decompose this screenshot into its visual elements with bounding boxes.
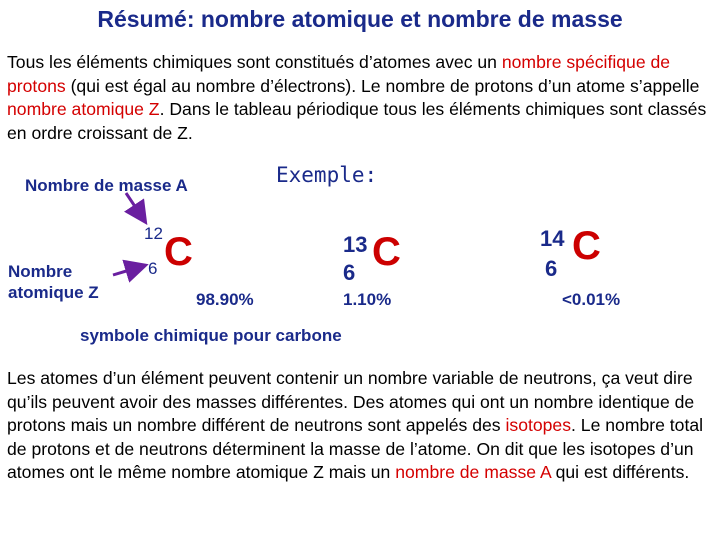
atomic-number-label <box>8 261 99 303</box>
intro-highlight-protons: nombre spécifique de protons <box>7 52 671 96</box>
mass-number-label: Nombre de masse A <box>25 176 188 195</box>
outro-highlight-isotopes: isotopes <box>505 415 572 435</box>
outro-highlight-mass-number: nombre de masse A <box>395 462 551 482</box>
isotope-2-symbol: C <box>372 230 401 274</box>
atomic-number-arrow <box>113 266 143 275</box>
isotope-1-symbol: C <box>164 230 193 274</box>
title-rest: nombre atomique et nombre de masse <box>194 6 623 32</box>
outro-text-2: . Le nombre total de protons et de neutrons déterminent la masse de l’atome. On dit que les isotopes d’un atomes ont le même nombre atomique Z mais un <box>7 415 704 482</box>
example-label: Exemple: <box>276 163 378 187</box>
symbol-caption: symbole chimique pour carbone <box>80 326 342 345</box>
isotope-3-abundance: <0.01% <box>562 290 621 309</box>
isotope-3-z: 6 <box>545 256 558 281</box>
intro-text-1: Tous les éléments chimiques sont constitués d’atomes avec un <box>7 52 502 72</box>
intro-highlight-atomic-number: nombre atomique Z <box>7 99 160 119</box>
intro-text-2: (qui est égal au nombre d’électrons). Le nombre de protons d’un atome s’appelle <box>65 75 700 96</box>
title-prefix: Résumé: <box>97 6 195 32</box>
isotope-2-mass: 13 <box>343 232 368 257</box>
outro-text-3: qui est différents. <box>550 462 690 482</box>
atomic-label-line2: atomique Z <box>8 283 99 302</box>
isotope-3-symbol: C <box>572 224 601 268</box>
atomic-label-line1: Nombre <box>8 262 73 281</box>
isotope-2-abundance: 1.10% <box>343 290 392 309</box>
isotope-1-z: 6 <box>148 259 158 278</box>
isotope-1-mass: 12 <box>144 224 163 243</box>
outro-paragraph <box>7 367 713 485</box>
outro-text-1: Les atomes d’un élément peuvent contenir un nombre variable de neutrons, ça veut dire qu’ils peuvent avoir des masses différentes. Des atomes qui ont un nombre identique de protons mais un nombre différent de neutrons sont appelés des <box>7 368 695 435</box>
isotope-1-abundance: 98.90% <box>196 290 254 309</box>
isotope-3-mass: 14 <box>540 226 565 251</box>
mass-number-arrow <box>126 193 144 220</box>
intro-text-3: . Dans le tableau périodique tous les éléments chimiques sont classés en ordre croissant de Z. <box>7 99 707 143</box>
isotope-2-z: 6 <box>343 260 356 285</box>
